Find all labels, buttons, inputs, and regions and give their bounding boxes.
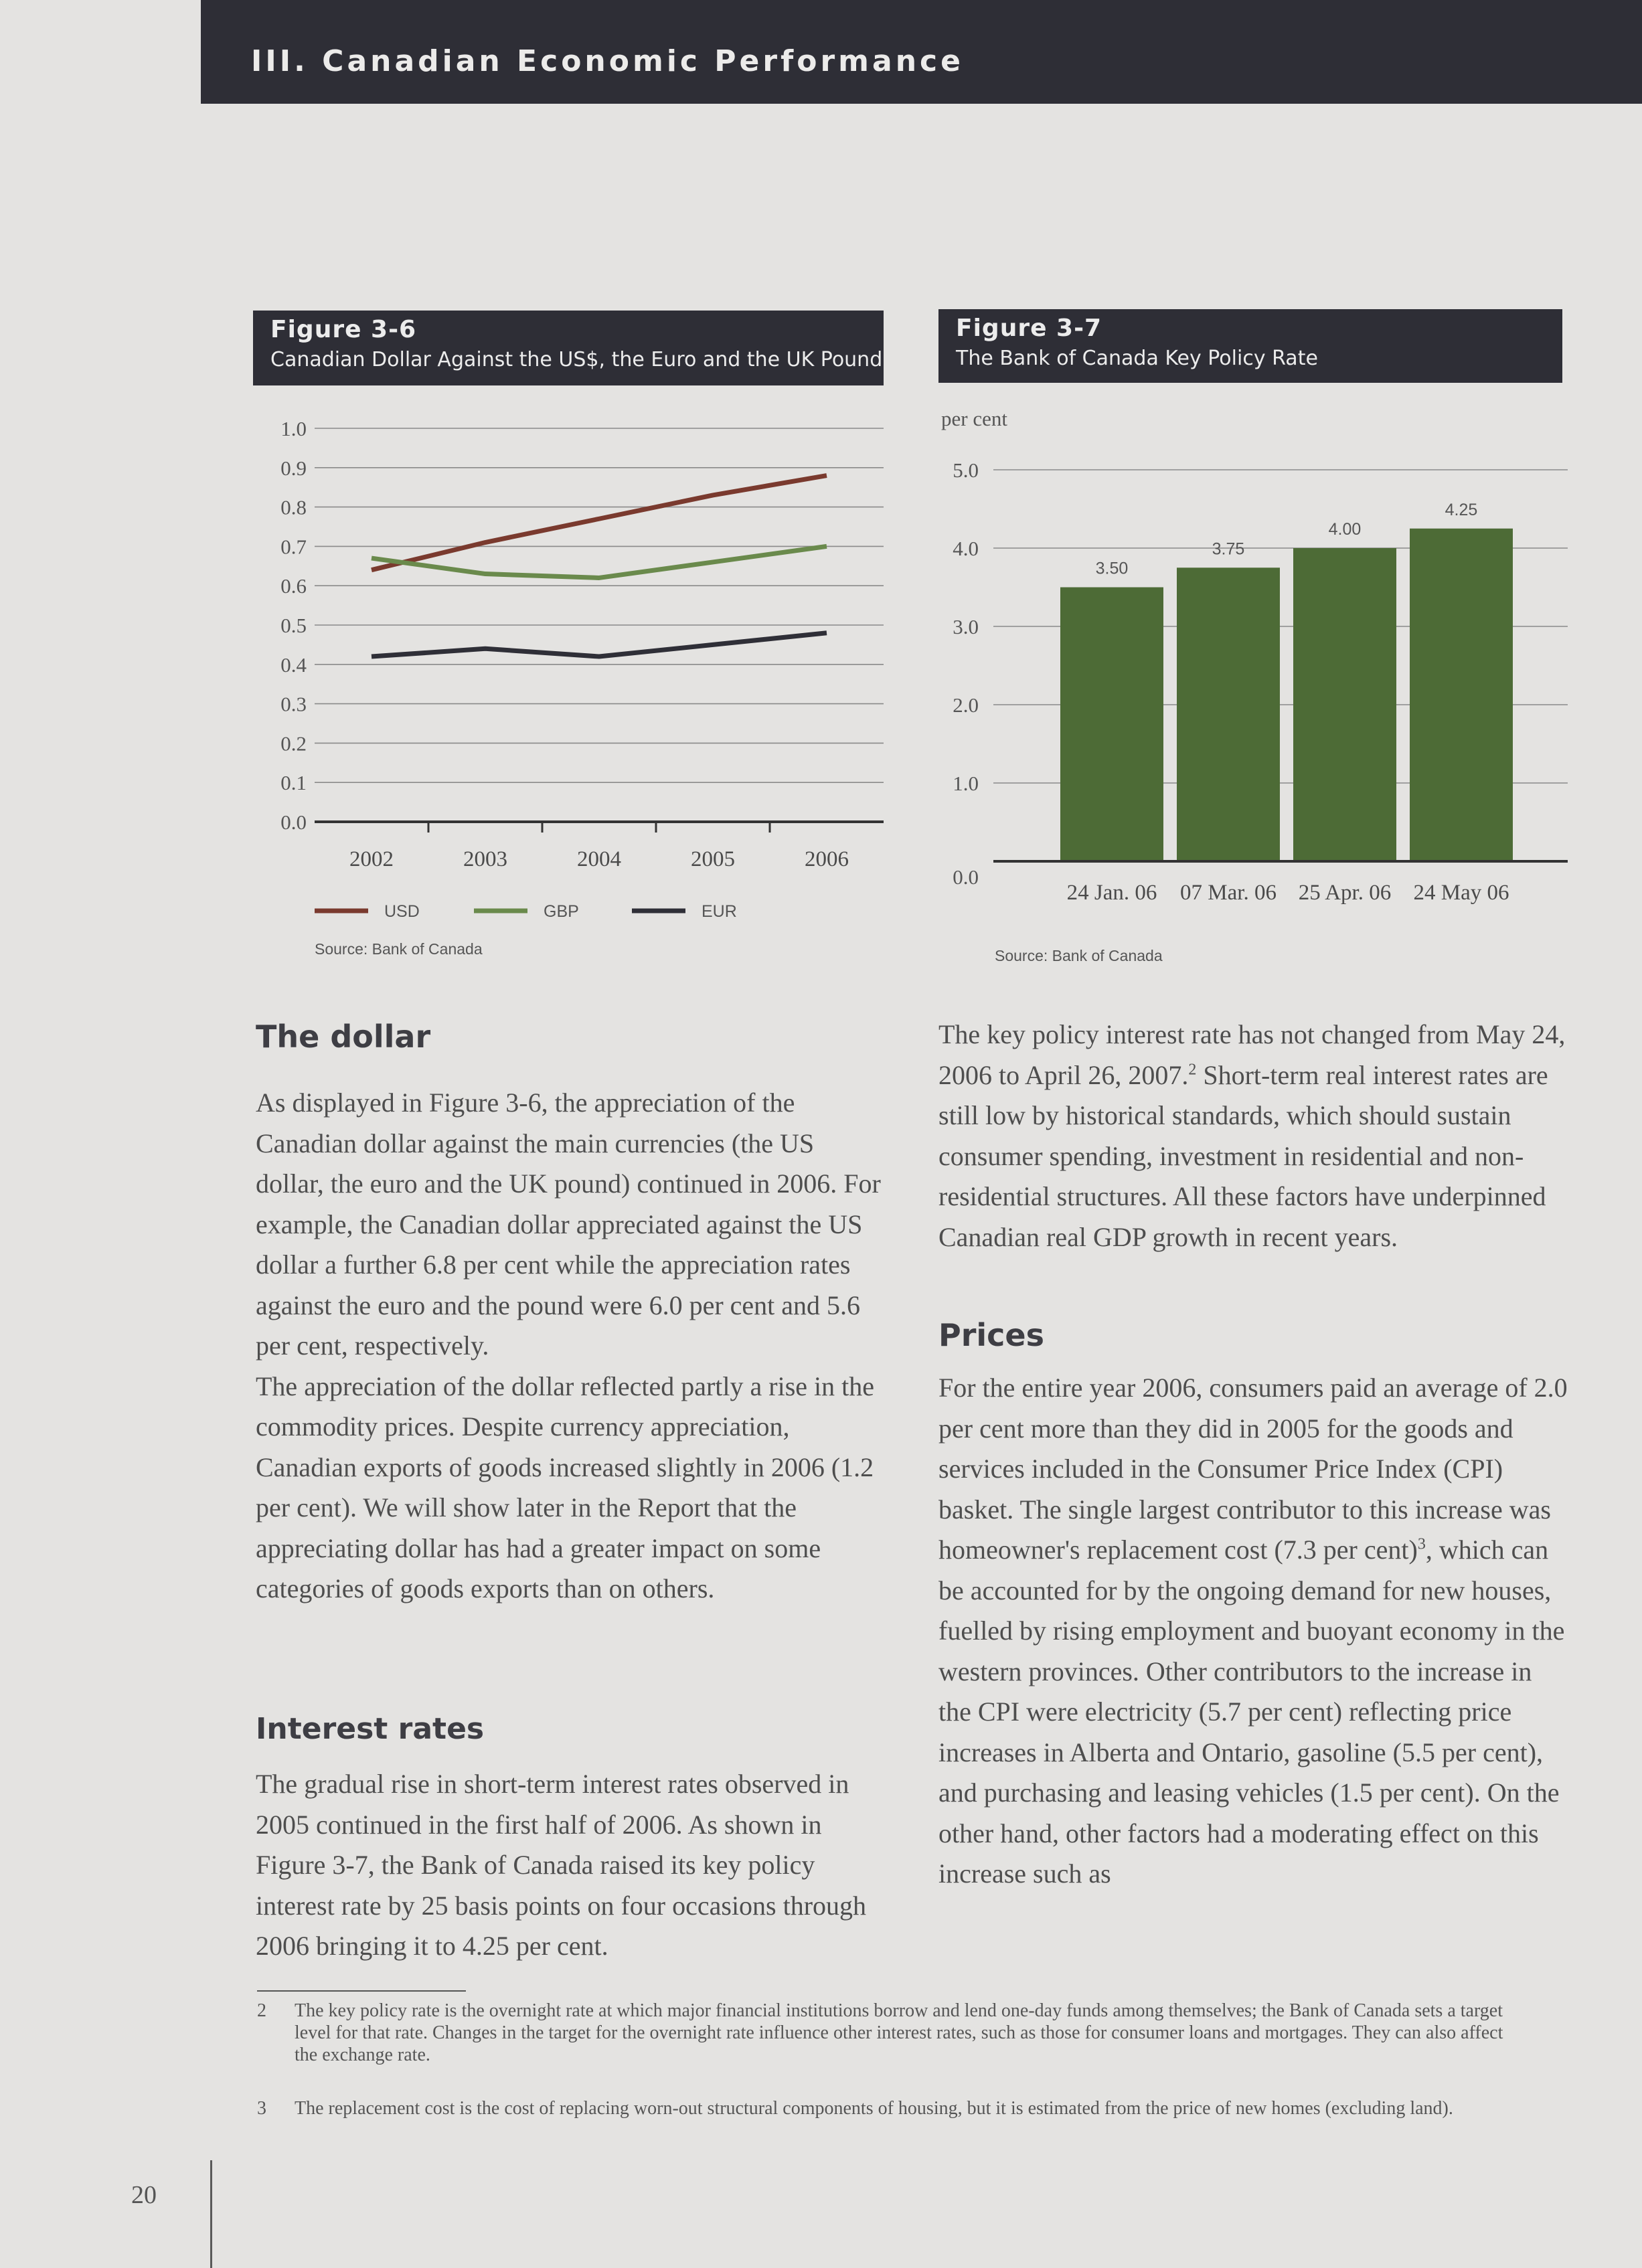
bar-value-label: 4.25: [1445, 500, 1478, 519]
x-category-label: 25 Apr. 06: [1298, 881, 1392, 905]
figure-3-7-source: Source: Bank of Canada: [995, 947, 1163, 964]
y-tick-label: 5.0: [953, 458, 979, 482]
y-axis-ticks: [280, 417, 307, 834]
y-tick-label: 0.7: [280, 535, 307, 559]
y-tick-label: 0.4: [280, 652, 307, 677]
footnote-divider: [257, 1990, 466, 1992]
footnote-2: [257, 2000, 1522, 2066]
bar: [1293, 548, 1396, 861]
figure-3-7-number: Figure 3-7: [956, 315, 1102, 342]
legend: [315, 902, 737, 921]
policy-text-b: Short-term real interest rates are still low by historical standards, which should sustain consumer spending, investment in residential and non-residential structures. All these factors have underpinned Canadian real GDP growth in recent years.: [938, 1059, 1548, 1252]
y-tick-label: 0.9: [280, 456, 307, 480]
y-tick-label: 0.3: [280, 692, 307, 716]
bar: [1177, 568, 1280, 861]
prices-text-a: For the entire year 2006, consumers paid an average of 2.0 per cent more than they did in 2005 for the goods and services included in the Consumer Price Index (CPI) basket. The single largest contributor to this increase was homeowner's replacement cost (7.3 per cent): [938, 1373, 1568, 1565]
bar-value-label: 3.75: [1212, 539, 1245, 559]
heading-the-dollar: The dollar: [256, 1019, 431, 1055]
series-line-eur: [372, 633, 827, 657]
y-tick-label: 2.0: [953, 693, 979, 717]
paragraph-policy-rate: [938, 1015, 1568, 1257]
legend-label-usd: USD: [384, 902, 420, 921]
x-tick-label: 2002: [349, 847, 394, 871]
y-tick-label: 3.0: [953, 615, 979, 638]
figure-3-6-source: Source: Bank of Canada: [315, 940, 483, 958]
heading-interest-rates: Interest rates: [256, 1712, 485, 1746]
x-axis-ticks: [349, 822, 849, 871]
footnote-number: 2: [257, 2000, 266, 2021]
x-tick-label: 2004: [577, 847, 621, 871]
y-axis-ticks: [953, 458, 979, 889]
heading-prices: Prices: [938, 1317, 1045, 1353]
figure-3-7-title: The Bank of Canada Key Policy Rate: [956, 347, 1318, 370]
y-tick-label: 0.0: [953, 865, 979, 889]
footnote-text: The key policy rate is the overnight rate at which major financial institutions borrow and lend one-day funds among themselves; the Bank of Canada sets a target level for that rate. Changes in the target for the overnight rate influence other interest rates, such as those for consumer loans and mortgages. They can also affect the exchange rate.: [295, 2000, 1503, 2065]
bar-value-label: 3.50: [1095, 559, 1129, 578]
page-rule: [210, 2160, 212, 2268]
legend-label-eur: EUR: [702, 902, 737, 921]
bars: [1060, 501, 1513, 861]
y-tick-label: 0.6: [280, 574, 307, 598]
y-tick-label: 0.5: [280, 614, 307, 637]
paragraph-interest: The gradual rise in short-term interest rates observed in 2005 continued in the first half of 2006. As shown in Figure 3-7, the Bank of Canada raised its key policy interest rate by 25 basis points on four occasions through 2006 bringing it to 4.25 per cent.: [256, 1769, 867, 1961]
y-tick-label: 1.0: [953, 772, 979, 795]
footnote-3: [257, 2097, 1522, 2119]
figure-3-7-heading: [938, 309, 1562, 383]
left-column-text: [256, 1083, 885, 1609]
figure-3-6-number: Figure 3-6: [270, 316, 417, 343]
y-tick-label: 0.8: [280, 495, 307, 519]
footnote-text: The replacement cost is the cost of replacing worn-out structural components of housing, but it is estimated from the price of new homes (excluding land).: [295, 2098, 1453, 2119]
bar: [1410, 529, 1513, 861]
bar-value-label: 4.00: [1328, 520, 1362, 539]
paragraph-dollar-1: As displayed in Figure 3-6, the appreciation of the Canadian dollar against the main currencies (the US dollar, the euro and the UK pound) continued in 2006. For example, the Canadian dollar appreciated against the US dollar a further 6.8 per cent while the appreciation rates against the euro and the pound were 6.0 per cent and 5.6 per cent, respectively.: [256, 1087, 881, 1361]
x-tick-label: 2003: [463, 847, 507, 871]
figure-3-6-title: Canadian Dollar Against the US$, the Euro and the UK Pound: [270, 348, 883, 371]
y-tick-label: 0.1: [280, 771, 307, 795]
footnote-ref-3: 3: [1417, 1535, 1426, 1553]
figure-3-6-heading: [253, 311, 884, 385]
x-category-label: 24 Jan. 06: [1066, 881, 1157, 905]
footnote-ref-2: 2: [1188, 1061, 1197, 1079]
policy-text-a: The key policy interest rate has not changed from May 24, 2006 to April 26, 2007.: [938, 1019, 1566, 1090]
y-tick-label: 0.0: [280, 810, 307, 834]
x-axis-labels: [1067, 881, 1509, 905]
footnote-number: 3: [257, 2098, 266, 2119]
bar: [1060, 588, 1163, 862]
y-tick-label: 1.0: [280, 417, 307, 440]
figure-3-7-chart: [938, 395, 1568, 970]
series-lines: [372, 476, 827, 657]
y-axis-unit: per cent: [941, 407, 1007, 430]
x-category-label: 07 Mar. 06: [1180, 881, 1277, 905]
prices-text-b: , which can be accounted for by the ongoing demand for new houses, fuelled by rising employment and buoyant economy in the western provinces. Other contributors to the increase in the CPI were electricity (5.7 per cent) reflecting price increases in Alberta and Ontario, gasoline (5.5 per cent), and purchasing and leasing vehicles (1.5 per cent). On the other hand, other factors had a moderating effect on this increase such as: [938, 1535, 1565, 1889]
figure-3-6-chart: [253, 402, 896, 964]
x-category-label: 24 May 06: [1413, 881, 1509, 905]
x-tick-label: 2005: [691, 847, 735, 871]
y-tick-label: 4.0: [953, 537, 979, 560]
paragraph-dollar-2: The appreciation of the dollar reflected partly a rise in the commodity prices. Despite currency appreciation, Canadian exports of goods increased slightly in 2006 (1.2 per cent). We will show later in the Report that the appreciating dollar has had a greater impact on some categories of goods exports than on others.: [256, 1371, 875, 1603]
paragraph-prices: [938, 1368, 1568, 1895]
y-tick-label: 0.2: [280, 731, 307, 756]
legend-label-gbp: GBP: [544, 902, 579, 921]
section-title: III. Canadian Economic Performance: [251, 44, 964, 78]
x-tick-label: 2006: [805, 847, 849, 871]
page-number: 20: [131, 2181, 157, 2209]
